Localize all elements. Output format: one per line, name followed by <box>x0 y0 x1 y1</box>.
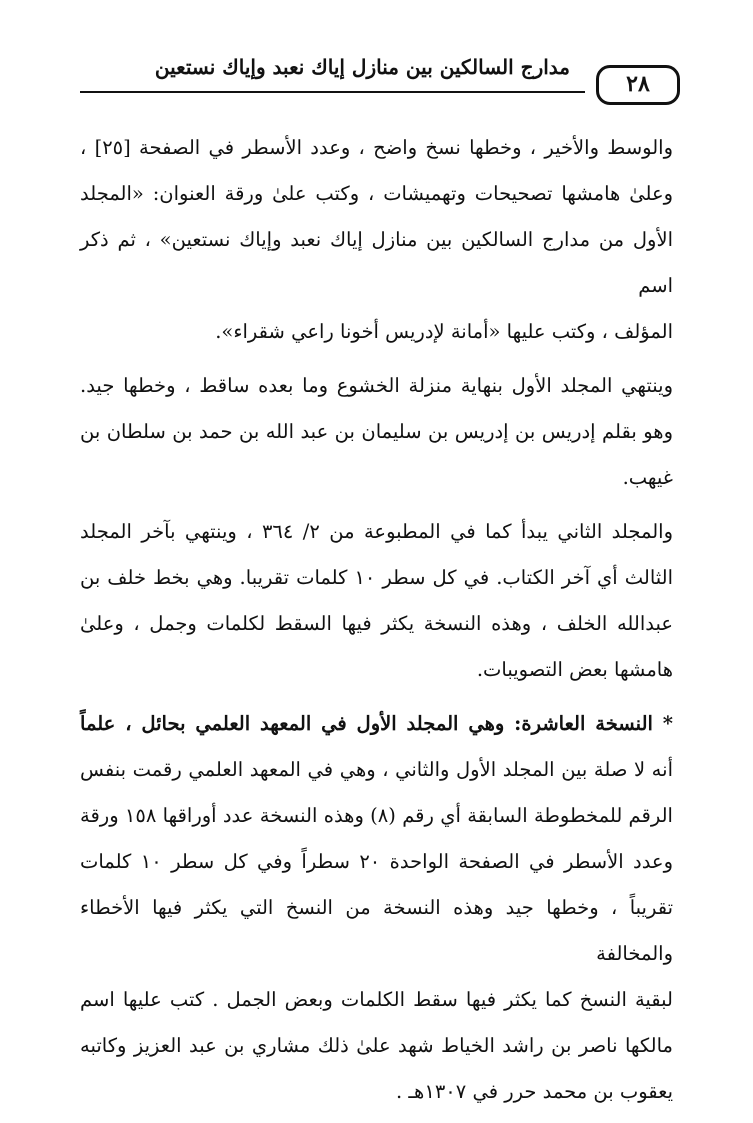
text-line: وهو بقلم إدريس بن إدريس بن سليمان بن عبد الله بن حمد بن سلطان بن <box>80 420 673 443</box>
text-line: والمجلد الثاني يبدأ كما في المطبوعة من ٢/ ٣٦٤ ، وينتهي بآخر المجلد <box>80 520 673 543</box>
text-line: تقريباً ، وخطها جيد وهذه النسخة من النسخ التي يكثر فيها الأخطاء والمخالفة <box>80 896 673 965</box>
page-number-frame <box>596 65 680 105</box>
running-header <box>80 55 680 105</box>
paragraph-2 <box>80 363 673 501</box>
text-line: أنه لا صلة بين المجلد الأول والثاني ، وهي في المعهد العلمي رقمت بنفس <box>80 758 673 781</box>
manuscript-heading: * النسخة العاشرة: وهي المجلد الأول في المعهد العلمي بحائل ، <box>125 712 673 735</box>
text-line: الرقم للمخطوطة السابقة أي رقم (٨) وهذه النسخة عدد أوراقها ١٥٨ ورقة <box>80 804 673 827</box>
text-line: وعدد الأسطر في الصفحة الواحدة ٢٠ سطراً وفي كل سطر ١٠ كلمات <box>80 850 673 873</box>
text-line: هامشها بعض التصويبات. <box>476 658 673 681</box>
header-title: مدارج السالكين بين منازل إياك نعبد وإياك نستعين <box>154 55 570 79</box>
text-line: الثالث أي آخر الكتاب. في كل سطر ١٠ كلمات تقريبا. وهي بخط خلف بن <box>80 566 674 589</box>
text-line: وعلىٰ هامشها تصحيحات وتهميشات ، وكتب علىٰ ورقة العنوان: «المجلد <box>80 182 673 205</box>
page-number: ٢٨ <box>626 71 650 97</box>
text-line: والوسط والأخير ، وخطها نسخ واضح ، وعدد الأسطر في الصفحة [٢٥] ، <box>80 136 674 159</box>
paragraph-3 <box>80 509 673 693</box>
text-line: المؤلف ، وكتب عليها «أمانة لإدريس أخونا راعي شقراء». <box>215 320 673 343</box>
paragraph-1 <box>80 125 673 355</box>
text-line: عبدالله الخلف ، وهذه النسخة يكثر فيها السقط لكلمات وجمل ، وعلىٰ <box>80 612 673 635</box>
text-line: الأول من مدارج السالكين بين منازل إياك نعبد وإياك نستعين» ، ثم ذكر اسم <box>80 228 673 297</box>
page-body <box>80 125 673 1123</box>
text-line: وينتهي المجلد الأول بنهاية منزلة الخشوع وما بعده ساقط ، وخطها جيد. <box>80 374 673 397</box>
text-line <box>80 701 673 747</box>
text-line: لبقية النسخ كما يكثر فيها سقط الكلمات وبعض الجمل . كتب عليها اسم <box>80 988 673 1011</box>
header-rule <box>80 91 585 93</box>
text-line: يعقوب بن محمد حرر في ١٣٠٧هـ . <box>395 1080 673 1103</box>
text-line: مالكها ناصر بن راشد الخياط شهد علىٰ ذلك مشاري بن عبد العزيز وكاتبه <box>80 1034 673 1057</box>
text-line: غيهب. <box>622 466 673 489</box>
text-fragment: علماً <box>80 712 126 735</box>
paragraph-4 <box>80 701 673 1115</box>
